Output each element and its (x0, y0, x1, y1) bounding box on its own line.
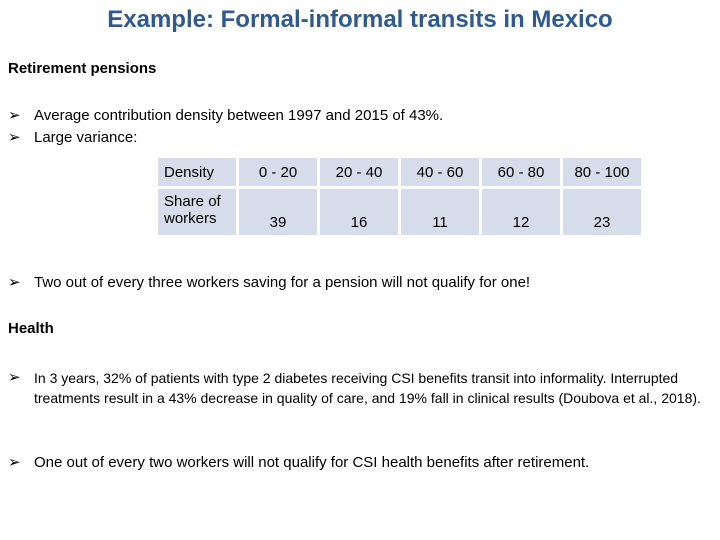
density-table (155, 155, 644, 238)
bullet-text: Average contribution density between 1997 and 2015 of 43%. (34, 107, 444, 124)
bullet-text: Large variance: (34, 129, 138, 146)
density-range: 40 - 60 (401, 158, 479, 186)
slide-title: Example: Formal-informal transits in Mexico (107, 6, 613, 33)
arrow-bullet-icon: ➢ (8, 274, 21, 291)
share-value: 12 (482, 189, 560, 235)
density-range: 80 - 100 (563, 158, 641, 186)
row-label-density: Density (158, 158, 236, 186)
health-bullet-1 (8, 368, 716, 408)
density-range: 60 - 80 (482, 158, 560, 186)
table-row (158, 158, 641, 186)
bullet-text: One out of every two workers will not qualify for CSI health benefits after retirement. (34, 454, 590, 471)
bullet-text: In 3 years, 32% of patients with type 2 diabetes receiving CSI benefits transit into informality. Interrupted treatments result in a 43% decrease in quality of care, and 19% fall in clinical results (Doubova et al., 2018). (34, 370, 701, 406)
pension-bullet-2 (8, 128, 716, 148)
arrow-bullet-icon: ➢ (8, 129, 21, 146)
share-value: 23 (563, 189, 641, 235)
arrow-bullet-icon: ➢ (8, 454, 21, 471)
share-value: 39 (239, 189, 317, 235)
health-heading: Health (8, 320, 54, 337)
bullet-text: Two out of every three workers saving for a pension will not qualify for one! (34, 274, 531, 291)
share-value: 11 (401, 189, 479, 235)
density-range: 0 - 20 (239, 158, 317, 186)
arrow-bullet-icon: ➢ (8, 107, 21, 124)
share-value: 16 (320, 189, 398, 235)
table-row (158, 189, 641, 235)
pension-conclusion (8, 273, 716, 293)
density-range: 20 - 40 (320, 158, 398, 186)
pensions-heading: Retirement pensions (8, 60, 157, 77)
health-bullet-2 (8, 453, 716, 473)
pension-bullet-1 (8, 106, 716, 126)
row-label-share: Share of workers (158, 189, 236, 235)
arrow-bullet-icon: ➢ (8, 369, 21, 386)
